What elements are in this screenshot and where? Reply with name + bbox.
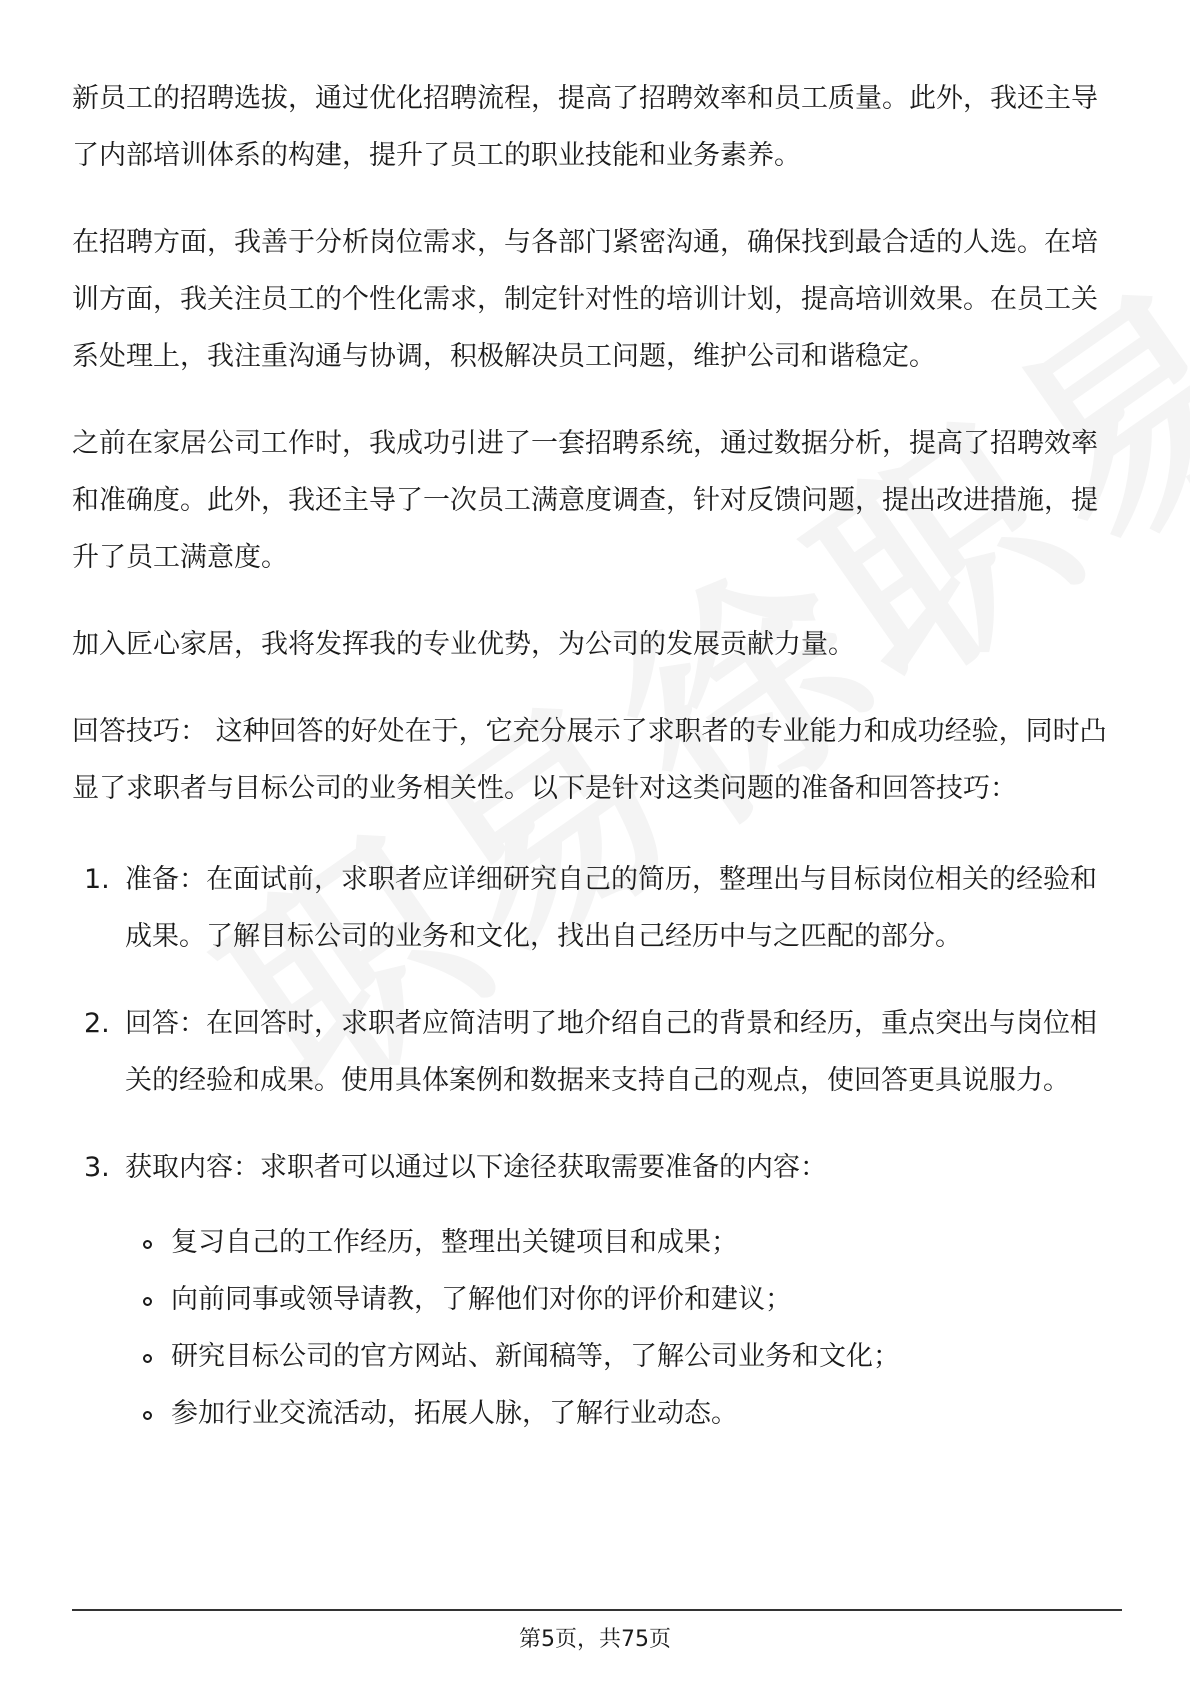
- paragraph-join: 加入匠心家居，我将发挥我的专业优势，为公司的发展贡献力量。: [72, 629, 855, 660]
- document-body: [72, 70, 1122, 1472]
- list-item: [72, 995, 1122, 1109]
- bullet-item: [125, 1271, 1122, 1328]
- list-item-number: 3.: [84, 1152, 110, 1183]
- bullet-text: 参加行业交流活动，拓展人脉，了解行业动态。: [171, 1398, 738, 1429]
- paragraph-recruitment: 新员工的招聘选拔，通过优化招聘流程，提高了招聘效率和员工质量。此外，我还主导了内部培训体系的构建，提升了员工的职业技能和业务素养。: [72, 83, 1098, 171]
- list-item-text: 准备：在面试前，求职者应详细研究自己的简历，整理出与目标岗位相关的经验和成果。了解目标公司的业务和文化，找出自己经历中与之匹配的部分。: [125, 864, 1097, 952]
- tips-list: [72, 851, 1122, 1442]
- bullet-circle-icon: [143, 1411, 152, 1420]
- paragraph-experience: 之前在家居公司工作时，我成功引进了一套招聘系统，通过数据分析，提高了招聘效率和准确度。此外，我还主导了一次员工满意度调查，针对反馈问题，提出改进措施，提升了员工满意度。: [72, 428, 1098, 573]
- list-item-number: 1.: [84, 864, 110, 895]
- list-item: [72, 851, 1122, 965]
- paragraph-strengths: 在招聘方面，我善于分析岗位需求，与各部门紧密沟通，确保找到最合适的人选。在培训方面，我关注员工的个性化需求，制定针对性的培训计划，提高培训效果。在员工关系处理上，我注重沟通与协调，积极解决员工问题，维护公司和谐稳定。: [72, 227, 1098, 372]
- list-item-text: 获取内容：求职者可以通过以下途径获取需要准备的内容：: [125, 1152, 827, 1183]
- bullet-circle-icon: [143, 1240, 152, 1249]
- bullet-list: [125, 1214, 1122, 1442]
- list-item: [72, 1139, 1122, 1442]
- bullet-circle-icon: [143, 1354, 152, 1363]
- bullet-item: [125, 1385, 1122, 1442]
- bullet-item: [125, 1328, 1122, 1385]
- list-item-text: 回答：在回答时，求职者应简洁明了地介绍自己的背景和经历，重点突出与岗位相关的经验和成果。使用具体案例和数据来支持自己的观点，使回答更具说服力。: [125, 1008, 1097, 1096]
- footer-divider: [72, 1609, 1122, 1611]
- page-number: 第5页，共75页: [519, 1627, 671, 1652]
- bullet-item: [125, 1214, 1122, 1271]
- bullet-circle-icon: [143, 1297, 152, 1306]
- paragraph-tips: 回答技巧： 这种回答的好处在于，它充分展示了求职者的专业能力和成功经验，同时凸显了求职者与目标公司的业务相关性。以下是针对这类问题的准备和回答技巧：: [72, 716, 1107, 804]
- bullet-text: 研究目标公司的官方网站、新闻稿等，了解公司业务和文化；: [171, 1341, 900, 1372]
- bullet-text: 向前同事或领导请教，了解他们对你的评价和建议；: [171, 1284, 792, 1315]
- list-item-number: 2.: [84, 1008, 110, 1039]
- bullet-text: 复习自己的工作经历，整理出关键项目和成果；: [171, 1227, 738, 1258]
